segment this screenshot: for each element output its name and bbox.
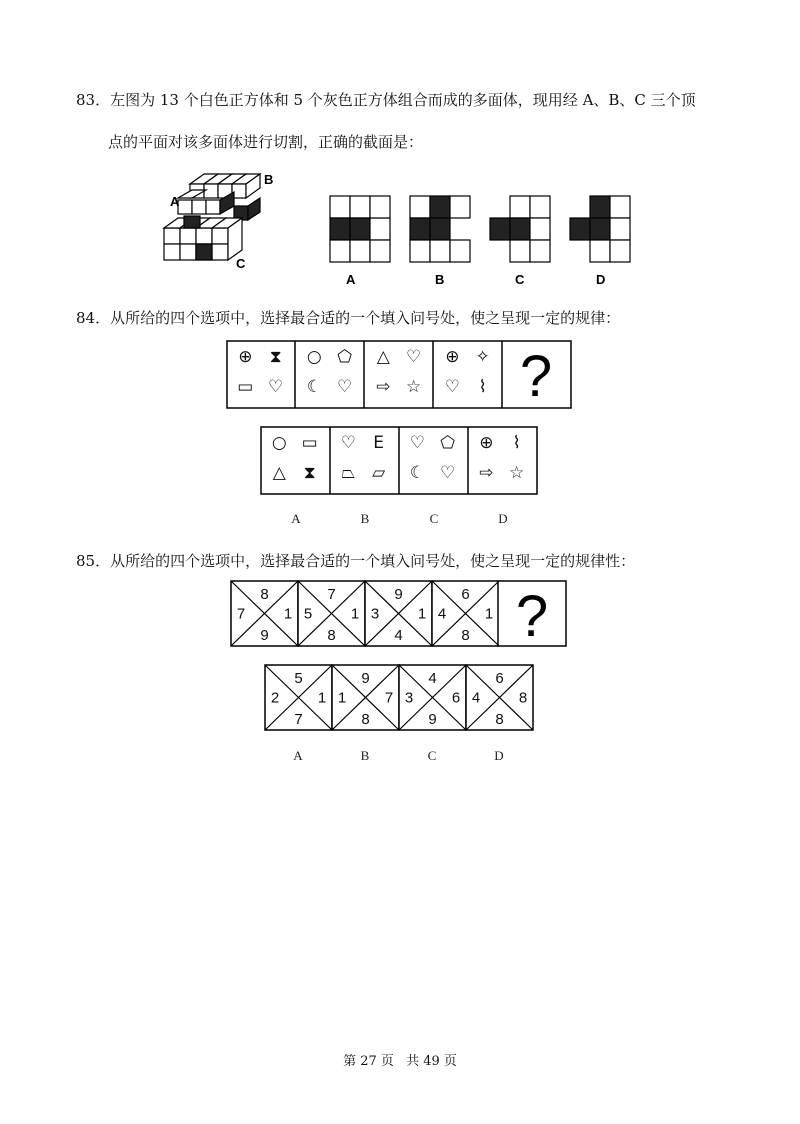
option-label-b[interactable]: B: [360, 748, 370, 763]
option-cell-2-left-number: 1: [337, 689, 347, 707]
option-cell-4-symbol-1: ⊕: [479, 433, 494, 453]
option-label-a[interactable]: A: [293, 748, 303, 763]
option-cell-2-right-number: 7: [384, 689, 394, 707]
question-text: 左图为 13 个白色正方体和 5 个灰色正方体组合而成的多面体，现用经 A、B、C 三个顶: [110, 91, 696, 109]
sequence-cell-1-symbol-4: ♡: [268, 377, 284, 397]
sequence-cell-3-symbol-1: △: [376, 347, 390, 367]
option-cell-3-symbol-4: ♡: [440, 463, 456, 483]
page-number: 第 27 页: [343, 1054, 394, 1069]
sequence-cell-4-symbol-3: ♡: [444, 377, 460, 397]
option-cell-2-symbol-1: ♡: [340, 433, 356, 453]
option-cell-4-symbol-3: ⇨: [479, 463, 494, 483]
vertex-label-c: C: [236, 256, 246, 271]
sequence-cell-3-right-number: 1: [417, 605, 427, 623]
option-label-c[interactable]: C: [427, 748, 437, 763]
sequence-cell-4-bottom-number: 8: [461, 627, 470, 644]
section-options: [320, 192, 650, 292]
number-sequence-cells: [231, 581, 499, 646]
option-cell-1-symbol-2: ▭: [301, 433, 318, 453]
option-label-a[interactable]: A: [291, 511, 301, 526]
sequence-cell-4-top-number: 6: [461, 586, 470, 603]
option-cell-4[interactable]: [466, 665, 533, 730]
option-cell-1-right-number: 1: [317, 689, 327, 707]
question-mark: ?: [515, 584, 549, 649]
question-mark: ?: [519, 344, 553, 409]
sequence-cell-2-symbol-3: ☾: [306, 377, 322, 397]
sequence-cell-3-top-number: 9: [394, 586, 403, 603]
number-sequence: [230, 580, 570, 648]
section-option-b[interactable]: [410, 196, 470, 262]
sequence-cell-4-right-number: 1: [484, 605, 494, 623]
symbol-option-labels: [260, 508, 538, 528]
option-cell-1-symbol-3: △: [272, 463, 286, 483]
option-cell-2-top-number: 9: [361, 670, 370, 687]
sequence-cell-4-symbol-1: ⊕: [445, 347, 460, 367]
option-cell-4-right-number: 8: [518, 689, 528, 707]
option-cell-2-symbol-2: E: [373, 433, 385, 453]
sequence-cell-2-symbol-1: ○: [306, 347, 322, 367]
option-cell-1-symbol-4: ⧗: [303, 463, 316, 483]
option-label-c[interactable]: C: [429, 511, 439, 526]
option-cell-3-bottom-number: 9: [428, 711, 437, 728]
sequence-cell-1-symbol-3: ▭: [237, 377, 254, 397]
option-cell-3[interactable]: [399, 665, 466, 730]
sequence-cell-4-left-number: 4: [437, 605, 447, 623]
option-cell-3-top-number: 4: [428, 670, 437, 687]
option-cell-1-top-number: 5: [294, 670, 303, 687]
question-84: [76, 304, 620, 332]
sequence-cell-2-top-number: 7: [327, 586, 336, 603]
sequence-cell-1: [231, 581, 298, 646]
sequence-cell-3: [365, 581, 432, 646]
sequence-cell-2-left-number: 5: [303, 605, 313, 623]
sequence-cell-2-right-number: 1: [350, 605, 360, 623]
number-options: [264, 664, 536, 732]
symbol-sequence: [226, 340, 572, 410]
sequence-cell-3-symbol-2: ♡: [406, 347, 422, 367]
page-footer: [0, 1050, 800, 1069]
option-cell-1-left-number: 2: [270, 689, 280, 707]
option-cell-3-symbol-1: ♡: [409, 433, 425, 453]
sequence-cell-1-top-number: 8: [260, 586, 269, 603]
question-85: [76, 547, 635, 575]
sequence-cell-1-right-number: 1: [283, 605, 293, 623]
section-option-c[interactable]: [490, 196, 550, 262]
question-text: 从所给的四个选项中，选择最合适的一个填入问号处，使之呈现一定的规律：: [110, 309, 621, 327]
question-number: 85．: [76, 552, 111, 570]
option-label-a: A: [346, 272, 356, 287]
sequence-cell-1-bottom-number: 9: [260, 627, 269, 644]
option-cell-2[interactable]: [332, 665, 399, 730]
option-cell-2-bottom-number: 8: [361, 711, 370, 728]
option-label-d[interactable]: D: [494, 748, 504, 763]
sequence-cell-3-symbol-3: ⇨: [376, 377, 391, 397]
sequence-cell-1-symbol-2: ⧗: [269, 347, 282, 367]
option-cell-2-symbol-4: ▱: [372, 463, 386, 483]
sequence-cell-2-symbol-2: ⬠: [337, 347, 353, 367]
number-option-cells: [265, 665, 533, 730]
option-cell-3-symbol-3: ☾: [409, 463, 425, 483]
option-cell-4-bottom-number: 8: [495, 711, 504, 728]
question-number: 84．: [76, 309, 111, 327]
option-cell-1-bottom-number: 7: [294, 711, 303, 728]
section-option-a[interactable]: [330, 196, 390, 262]
option-cell-3-right-number: 6: [451, 689, 461, 707]
option-cell-4-symbol-2: ⌇: [512, 433, 521, 453]
number-option-labels: [264, 745, 536, 765]
option-label-c: C: [515, 272, 525, 287]
sequence-cell-2-bottom-number: 8: [327, 627, 336, 644]
option-label-b: B: [435, 272, 445, 287]
option-cell-2-symbol-3: ⏢: [341, 463, 356, 483]
question-number: 83．: [76, 91, 111, 109]
sequence-cell-3-bottom-number: 4: [394, 627, 403, 644]
option-label-b[interactable]: B: [360, 511, 370, 526]
question-text: 从所给的四个选项中，选择最合适的一个填入问号处，使之呈现一定的规律性：: [110, 552, 636, 570]
option-label-d: D: [596, 272, 606, 287]
sequence-cell-4: [432, 581, 499, 646]
vertex-label-b: B: [264, 172, 274, 187]
polycube-figure: [160, 170, 280, 270]
option-cell-1[interactable]: [265, 665, 332, 730]
sequence-cell-4-symbol-2: ✧: [475, 347, 490, 367]
sequence-cell-3-left-number: 3: [370, 605, 380, 623]
question-83-line2: 点的平面对该多面体进行切割，正确的截面是：: [108, 133, 424, 151]
sequence-cell-1-left-number: 7: [236, 605, 246, 623]
option-cell-4-left-number: 4: [471, 689, 481, 707]
sequence-cell-1-symbol-1: ⊕: [238, 347, 253, 367]
vertex-label-a: A: [170, 194, 180, 209]
option-cell-1-symbol-1: ○: [271, 433, 287, 453]
sequence-cell-2-symbol-4: ♡: [337, 377, 353, 397]
option-label-d[interactable]: D: [498, 511, 508, 526]
sequence-cell-2: [298, 581, 365, 646]
sequence-cell-3-symbol-4: ☆: [406, 377, 422, 397]
section-option-d[interactable]: [570, 196, 630, 262]
page-total: 共 49 页: [406, 1054, 457, 1069]
option-cell-3-left-number: 3: [404, 689, 414, 707]
sequence-cell-4-symbol-4: ⌇: [478, 377, 487, 397]
symbol-options: [260, 426, 538, 496]
option-cell-4-symbol-4: ☆: [509, 463, 525, 483]
question-83-line1: [76, 86, 696, 114]
option-cell-4-top-number: 6: [495, 670, 504, 687]
option-cell-3-symbol-2: ⬠: [440, 433, 456, 453]
